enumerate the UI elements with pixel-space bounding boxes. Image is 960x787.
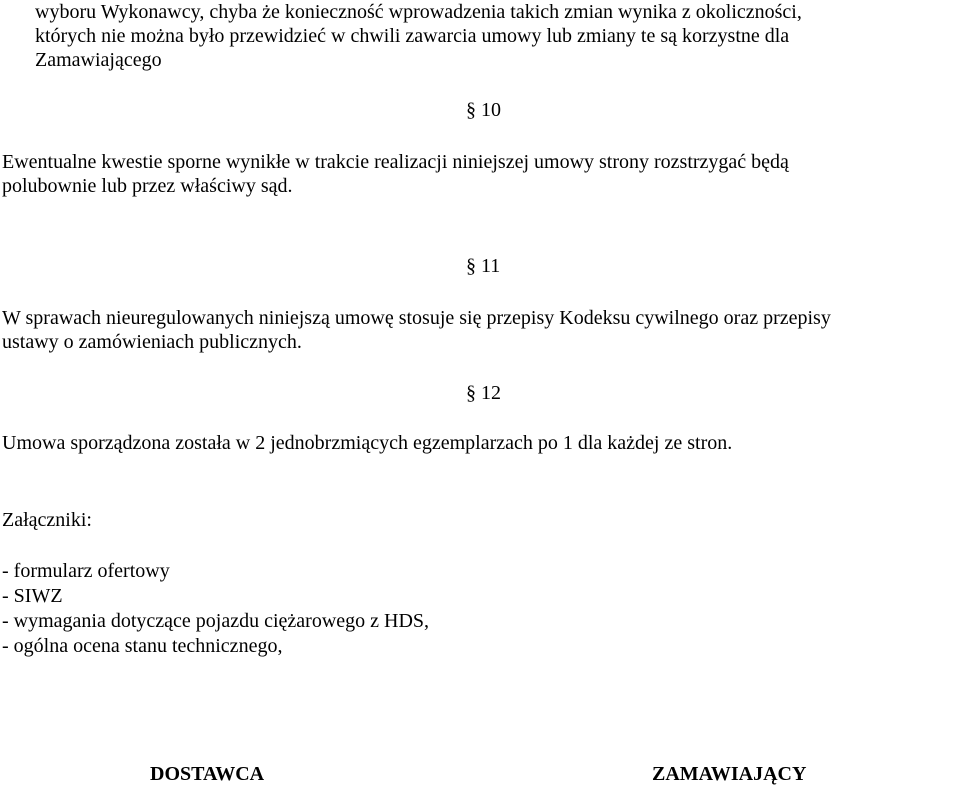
signature-supplier: DOSTAWCA xyxy=(150,763,265,785)
attachment-item: - formularz ofertowy xyxy=(2,560,170,582)
section-10-heading: § 10 xyxy=(466,99,501,121)
section-12-line-1: Umowa sporządzona została w 2 jednobrzmiących egzemplarzach po 1 dla każdej ze stron. xyxy=(2,432,733,454)
section-12-heading: § 12 xyxy=(466,382,501,404)
attachment-item: - wymagania dotyczące pojazdu ciężarowego z HDS, xyxy=(2,610,430,632)
section-11-line-2: ustawy o zamówieniach publicznych. xyxy=(2,331,302,353)
attachment-item: - ogólna ocena stanu technicznego, xyxy=(2,635,283,657)
section-11-heading: § 11 xyxy=(466,255,501,277)
section-10-line-1: Ewentualne kwestie sporne wynikłe w trakcie realizacji niniejszej umowy strony rozstrzygać będą xyxy=(2,151,789,173)
intro-line-1: wyboru Wykonawcy, chyba że konieczność wprowadzenia takich zmian wynika z okoliczności, xyxy=(35,1,802,23)
section-11-line-1: W sprawach nieuregulowanych niniejszą umowę stosuje się przepisy Kodeksu cywilnego oraz przepisy xyxy=(2,307,831,329)
section-10-line-2: polubownie lub przez właściwy sąd. xyxy=(2,175,293,197)
intro-line-3: Zamawiającego xyxy=(35,49,162,71)
intro-line-2: których nie można było przewidzieć w chwili zawarcia umowy lub zmiany te są korzystne dla xyxy=(35,25,790,47)
signature-ordering-party: ZAMAWIAJĄCY xyxy=(652,763,807,785)
attachment-item: - SIWZ xyxy=(2,585,63,607)
attachments-title: Załączniki: xyxy=(2,509,92,531)
